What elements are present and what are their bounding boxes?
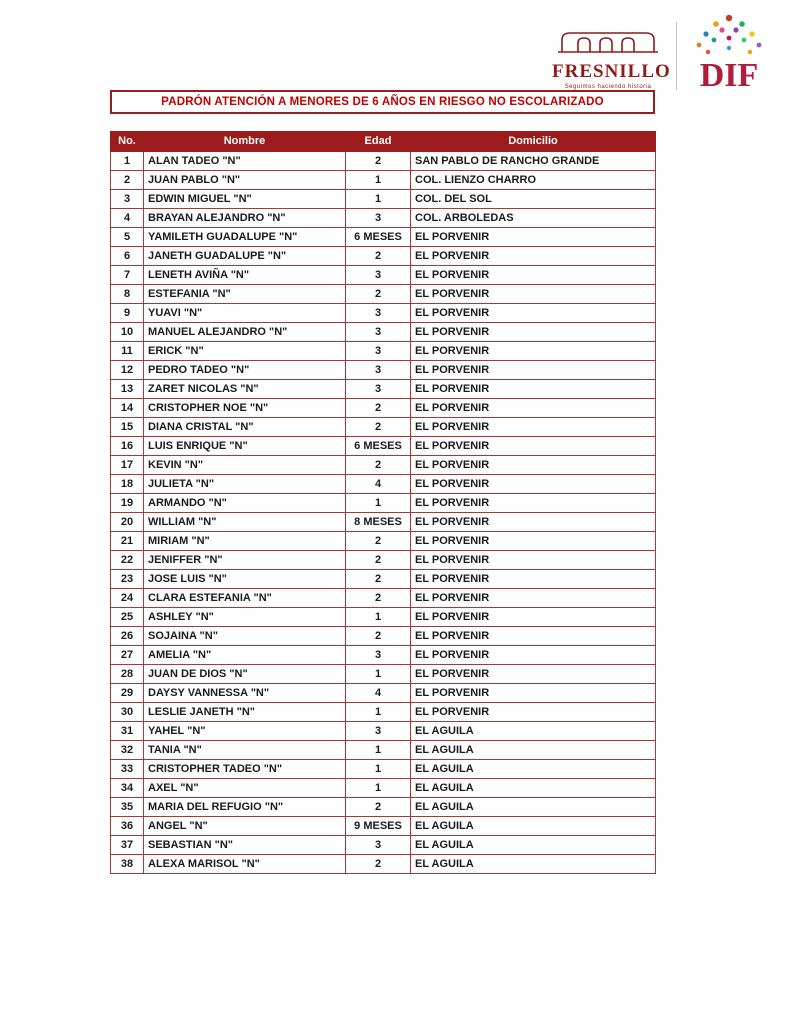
cell-nombre: JUAN DE DIOS "N" <box>144 665 346 684</box>
cell-domicilio: EL PORVENIR <box>411 456 656 475</box>
cell-domicilio: EL PORVENIR <box>411 418 656 437</box>
table-row <box>111 171 656 190</box>
cell-nombre: MIRIAM "N" <box>144 532 346 551</box>
cell-edad: 2 <box>346 399 411 418</box>
cell-nombre: KEVIN "N" <box>144 456 346 475</box>
cell-nombre: ARMANDO "N" <box>144 494 346 513</box>
cell-nombre: JULIETA "N" <box>144 475 346 494</box>
cell-nombre: MANUEL ALEJANDRO "N" <box>144 323 346 342</box>
cell-edad: 2 <box>346 152 411 171</box>
cell-nombre: LENETH AVIÑA "N" <box>144 266 346 285</box>
dif-confetti-icon <box>686 57 772 100</box>
cell-edad: 3 <box>346 266 411 285</box>
cell-no: 23 <box>111 570 144 589</box>
cell-domicilio: EL PORVENIR <box>411 684 656 703</box>
cell-no: 2 <box>111 171 144 190</box>
document-title: PADRÓN ATENCIÓN A MENORES DE 6 AÑOS EN RIESGO NO ESCOLARIZADO <box>161 96 604 108</box>
cell-no: 4 <box>111 209 144 228</box>
roster-table-container <box>110 131 656 874</box>
table-row <box>111 798 656 817</box>
cell-edad: 6 MESES <box>346 228 411 247</box>
table-row <box>111 722 656 741</box>
cell-domicilio: EL AGUILA <box>411 779 656 798</box>
cell-domicilio: EL PORVENIR <box>411 627 656 646</box>
cell-nombre: ERICK "N" <box>144 342 346 361</box>
cell-domicilio: EL PORVENIR <box>411 589 656 608</box>
table-row <box>111 228 656 247</box>
table-row <box>111 285 656 304</box>
cell-edad: 1 <box>346 608 411 627</box>
cell-edad: 3 <box>346 646 411 665</box>
cell-edad: 1 <box>346 760 411 779</box>
cell-no: 20 <box>111 513 144 532</box>
cell-nombre: JANETH GUADALUPE "N" <box>144 247 346 266</box>
logo-divider <box>676 22 677 90</box>
cell-domicilio: EL AGUILA <box>411 722 656 741</box>
cell-domicilio: SAN PABLO DE RANCHO GRANDE <box>411 152 656 171</box>
cell-domicilio: COL. ARBOLEDAS <box>411 209 656 228</box>
cell-nombre: BRAYAN ALEJANDRO "N" <box>144 209 346 228</box>
cell-no: 28 <box>111 665 144 684</box>
table-row <box>111 494 656 513</box>
cell-no: 5 <box>111 228 144 247</box>
table-row <box>111 380 656 399</box>
cell-edad: 3 <box>346 361 411 380</box>
cell-domicilio: EL AGUILA <box>411 798 656 817</box>
cell-nombre: ANGEL "N" <box>144 817 346 836</box>
cell-nombre: JOSE LUIS "N" <box>144 570 346 589</box>
fresnillo-tagline: Seguimos haciendo historia <box>564 84 652 90</box>
cell-edad: 2 <box>346 418 411 437</box>
cell-nombre: SOJAINA "N" <box>144 627 346 646</box>
cell-edad: 1 <box>346 665 411 684</box>
cell-nombre: ESTEFANIA "N" <box>144 285 346 304</box>
cell-nombre: LESLIE JANETH "N" <box>144 703 346 722</box>
cell-nombre: TANIA "N" <box>144 741 346 760</box>
table-row <box>111 741 656 760</box>
table-row <box>111 684 656 703</box>
cell-no: 34 <box>111 779 144 798</box>
cell-no: 18 <box>111 475 144 494</box>
cell-domicilio: EL PORVENIR <box>411 494 656 513</box>
cell-edad: 2 <box>346 456 411 475</box>
cell-nombre: YAMILETH GUADALUPE "N" <box>144 228 346 247</box>
cell-edad: 1 <box>346 779 411 798</box>
cell-edad: 2 <box>346 570 411 589</box>
cell-nombre: JENIFFER "N" <box>144 551 346 570</box>
cell-nombre: AXEL "N" <box>144 779 346 798</box>
cell-domicilio: EL PORVENIR <box>411 266 656 285</box>
header-no: No. <box>111 132 144 152</box>
cell-nombre: ALEXA MARISOL "N" <box>144 855 346 874</box>
cell-edad: 8 MESES <box>346 513 411 532</box>
cell-nombre: DIANA CRISTAL "N" <box>144 418 346 437</box>
cell-no: 7 <box>111 266 144 285</box>
cell-edad: 2 <box>346 532 411 551</box>
cell-nombre: YAHEL "N" <box>144 722 346 741</box>
cell-edad: 2 <box>346 589 411 608</box>
table-row <box>111 760 656 779</box>
table-row <box>111 779 656 798</box>
cell-edad: 2 <box>346 247 411 266</box>
document-title-bar <box>110 90 655 114</box>
table-row <box>111 399 656 418</box>
cell-no: 9 <box>111 304 144 323</box>
cell-no: 37 <box>111 836 144 855</box>
table-row <box>111 551 656 570</box>
header-nombre: Nombre <box>144 132 346 152</box>
cell-edad: 2 <box>346 627 411 646</box>
fresnillo-building-icon <box>556 41 660 58</box>
cell-domicilio: EL PORVENIR <box>411 513 656 532</box>
table-row <box>111 532 656 551</box>
cell-no: 1 <box>111 152 144 171</box>
cell-edad: 9 MESES <box>346 817 411 836</box>
cell-edad: 2 <box>346 798 411 817</box>
header-domicilio: Domicilio <box>411 132 656 152</box>
cell-domicilio: EL AGUILA <box>411 817 656 836</box>
cell-edad: 3 <box>346 380 411 399</box>
cell-edad: 2 <box>346 285 411 304</box>
cell-domicilio: EL PORVENIR <box>411 304 656 323</box>
cell-nombre: CRISTOPHER TADEO "N" <box>144 760 346 779</box>
cell-edad: 1 <box>346 494 411 513</box>
cell-no: 17 <box>111 456 144 475</box>
cell-domicilio: EL PORVENIR <box>411 532 656 551</box>
cell-nombre: LUIS ENRIQUE "N" <box>144 437 346 456</box>
cell-nombre: AMELIA "N" <box>144 646 346 665</box>
cell-no: 32 <box>111 741 144 760</box>
cell-domicilio: EL PORVENIR <box>411 285 656 304</box>
cell-domicilio: EL AGUILA <box>411 836 656 855</box>
cell-edad: 1 <box>346 171 411 190</box>
cell-no: 25 <box>111 608 144 627</box>
cell-domicilio: EL PORVENIR <box>411 570 656 589</box>
cell-no: 33 <box>111 760 144 779</box>
roster-table <box>110 131 656 874</box>
cell-edad: 3 <box>346 304 411 323</box>
table-row <box>111 209 656 228</box>
table-row <box>111 570 656 589</box>
table-row <box>111 342 656 361</box>
cell-domicilio: EL PORVENIR <box>411 380 656 399</box>
cell-domicilio: EL PORVENIR <box>411 437 656 456</box>
cell-no: 16 <box>111 437 144 456</box>
cell-nombre: CRISTOPHER NOE "N" <box>144 399 346 418</box>
header-edad: Edad <box>346 132 411 152</box>
table-row <box>111 608 656 627</box>
table-row <box>111 323 656 342</box>
table-row <box>111 817 656 836</box>
cell-no: 27 <box>111 646 144 665</box>
table-row <box>111 418 656 437</box>
cell-edad: 2 <box>346 855 411 874</box>
cell-no: 19 <box>111 494 144 513</box>
cell-no: 36 <box>111 817 144 836</box>
cell-domicilio: EL PORVENIR <box>411 608 656 627</box>
cell-domicilio: EL AGUILA <box>411 760 656 779</box>
table-row <box>111 855 656 874</box>
table-row <box>111 836 656 855</box>
table-header-row <box>111 132 656 152</box>
cell-nombre: ALAN TADEO "N" <box>144 152 346 171</box>
cell-no: 22 <box>111 551 144 570</box>
cell-edad: 3 <box>346 836 411 855</box>
cell-edad: 3 <box>346 323 411 342</box>
cell-nombre: MARIA DEL REFUGIO "N" <box>144 798 346 817</box>
cell-no: 14 <box>111 399 144 418</box>
cell-edad: 2 <box>346 551 411 570</box>
cell-edad: 4 <box>346 684 411 703</box>
svg-text:DIF: DIF <box>699 57 759 94</box>
table-row <box>111 152 656 171</box>
cell-nombre: SEBASTIAN "N" <box>144 836 346 855</box>
table-row <box>111 266 656 285</box>
cell-no: 8 <box>111 285 144 304</box>
cell-nombre: EDWIN MIGUEL "N" <box>144 190 346 209</box>
table-body <box>111 152 656 874</box>
cell-domicilio: COL. LIENZO CHARRO <box>411 171 656 190</box>
cell-no: 13 <box>111 380 144 399</box>
cell-nombre: YUAVI "N" <box>144 304 346 323</box>
dif-logo <box>686 12 772 96</box>
cell-domicilio: EL PORVENIR <box>411 703 656 722</box>
table-row <box>111 456 656 475</box>
cell-no: 26 <box>111 627 144 646</box>
fresnillo-logo-text: FRESNILLO <box>552 61 671 82</box>
table-row <box>111 646 656 665</box>
table-row <box>111 475 656 494</box>
table-row <box>111 513 656 532</box>
cell-no: 3 <box>111 190 144 209</box>
cell-nombre: PEDRO TADEO "N" <box>144 361 346 380</box>
cell-nombre: ASHLEY "N" <box>144 608 346 627</box>
cell-edad: 1 <box>346 703 411 722</box>
table-row <box>111 703 656 722</box>
table-row <box>111 437 656 456</box>
cell-domicilio: EL PORVENIR <box>411 342 656 361</box>
cell-domicilio: EL PORVENIR <box>411 323 656 342</box>
cell-no: 29 <box>111 684 144 703</box>
cell-nombre: DAYSY VANNESSA "N" <box>144 684 346 703</box>
cell-no: 24 <box>111 589 144 608</box>
cell-edad: 3 <box>346 209 411 228</box>
cell-domicilio: EL PORVENIR <box>411 228 656 247</box>
cell-domicilio: COL. DEL SOL <box>411 190 656 209</box>
cell-domicilio: EL PORVENIR <box>411 361 656 380</box>
table-row <box>111 304 656 323</box>
cell-edad: 4 <box>346 475 411 494</box>
cell-no: 35 <box>111 798 144 817</box>
cell-edad: 1 <box>346 741 411 760</box>
cell-no: 30 <box>111 703 144 722</box>
cell-domicilio: EL PORVENIR <box>411 399 656 418</box>
table-row <box>111 627 656 646</box>
cell-domicilio: EL PORVENIR <box>411 475 656 494</box>
table-row <box>111 190 656 209</box>
cell-no: 11 <box>111 342 144 361</box>
cell-edad: 3 <box>346 342 411 361</box>
cell-domicilio: EL PORVENIR <box>411 247 656 266</box>
cell-nombre: ZARET NICOLAS "N" <box>144 380 346 399</box>
cell-edad: 1 <box>346 190 411 209</box>
cell-edad: 6 MESES <box>346 437 411 456</box>
cell-no: 38 <box>111 855 144 874</box>
cell-no: 6 <box>111 247 144 266</box>
cell-no: 31 <box>111 722 144 741</box>
cell-no: 15 <box>111 418 144 437</box>
fresnillo-logo <box>552 28 671 90</box>
cell-domicilio: EL AGUILA <box>411 741 656 760</box>
table-row <box>111 247 656 266</box>
cell-nombre: JUAN PABLO "N" <box>144 171 346 190</box>
cell-no: 10 <box>111 323 144 342</box>
cell-domicilio: EL AGUILA <box>411 855 656 874</box>
cell-domicilio: EL PORVENIR <box>411 646 656 665</box>
cell-edad: 3 <box>346 722 411 741</box>
cell-domicilio: EL PORVENIR <box>411 551 656 570</box>
table-row <box>111 361 656 380</box>
cell-nombre: WILLIAM "N" <box>144 513 346 532</box>
cell-no: 12 <box>111 361 144 380</box>
cell-no: 21 <box>111 532 144 551</box>
table-row <box>111 665 656 684</box>
cell-domicilio: EL PORVENIR <box>411 665 656 684</box>
cell-nombre: CLARA ESTEFANIA "N" <box>144 589 346 608</box>
table-row <box>111 589 656 608</box>
